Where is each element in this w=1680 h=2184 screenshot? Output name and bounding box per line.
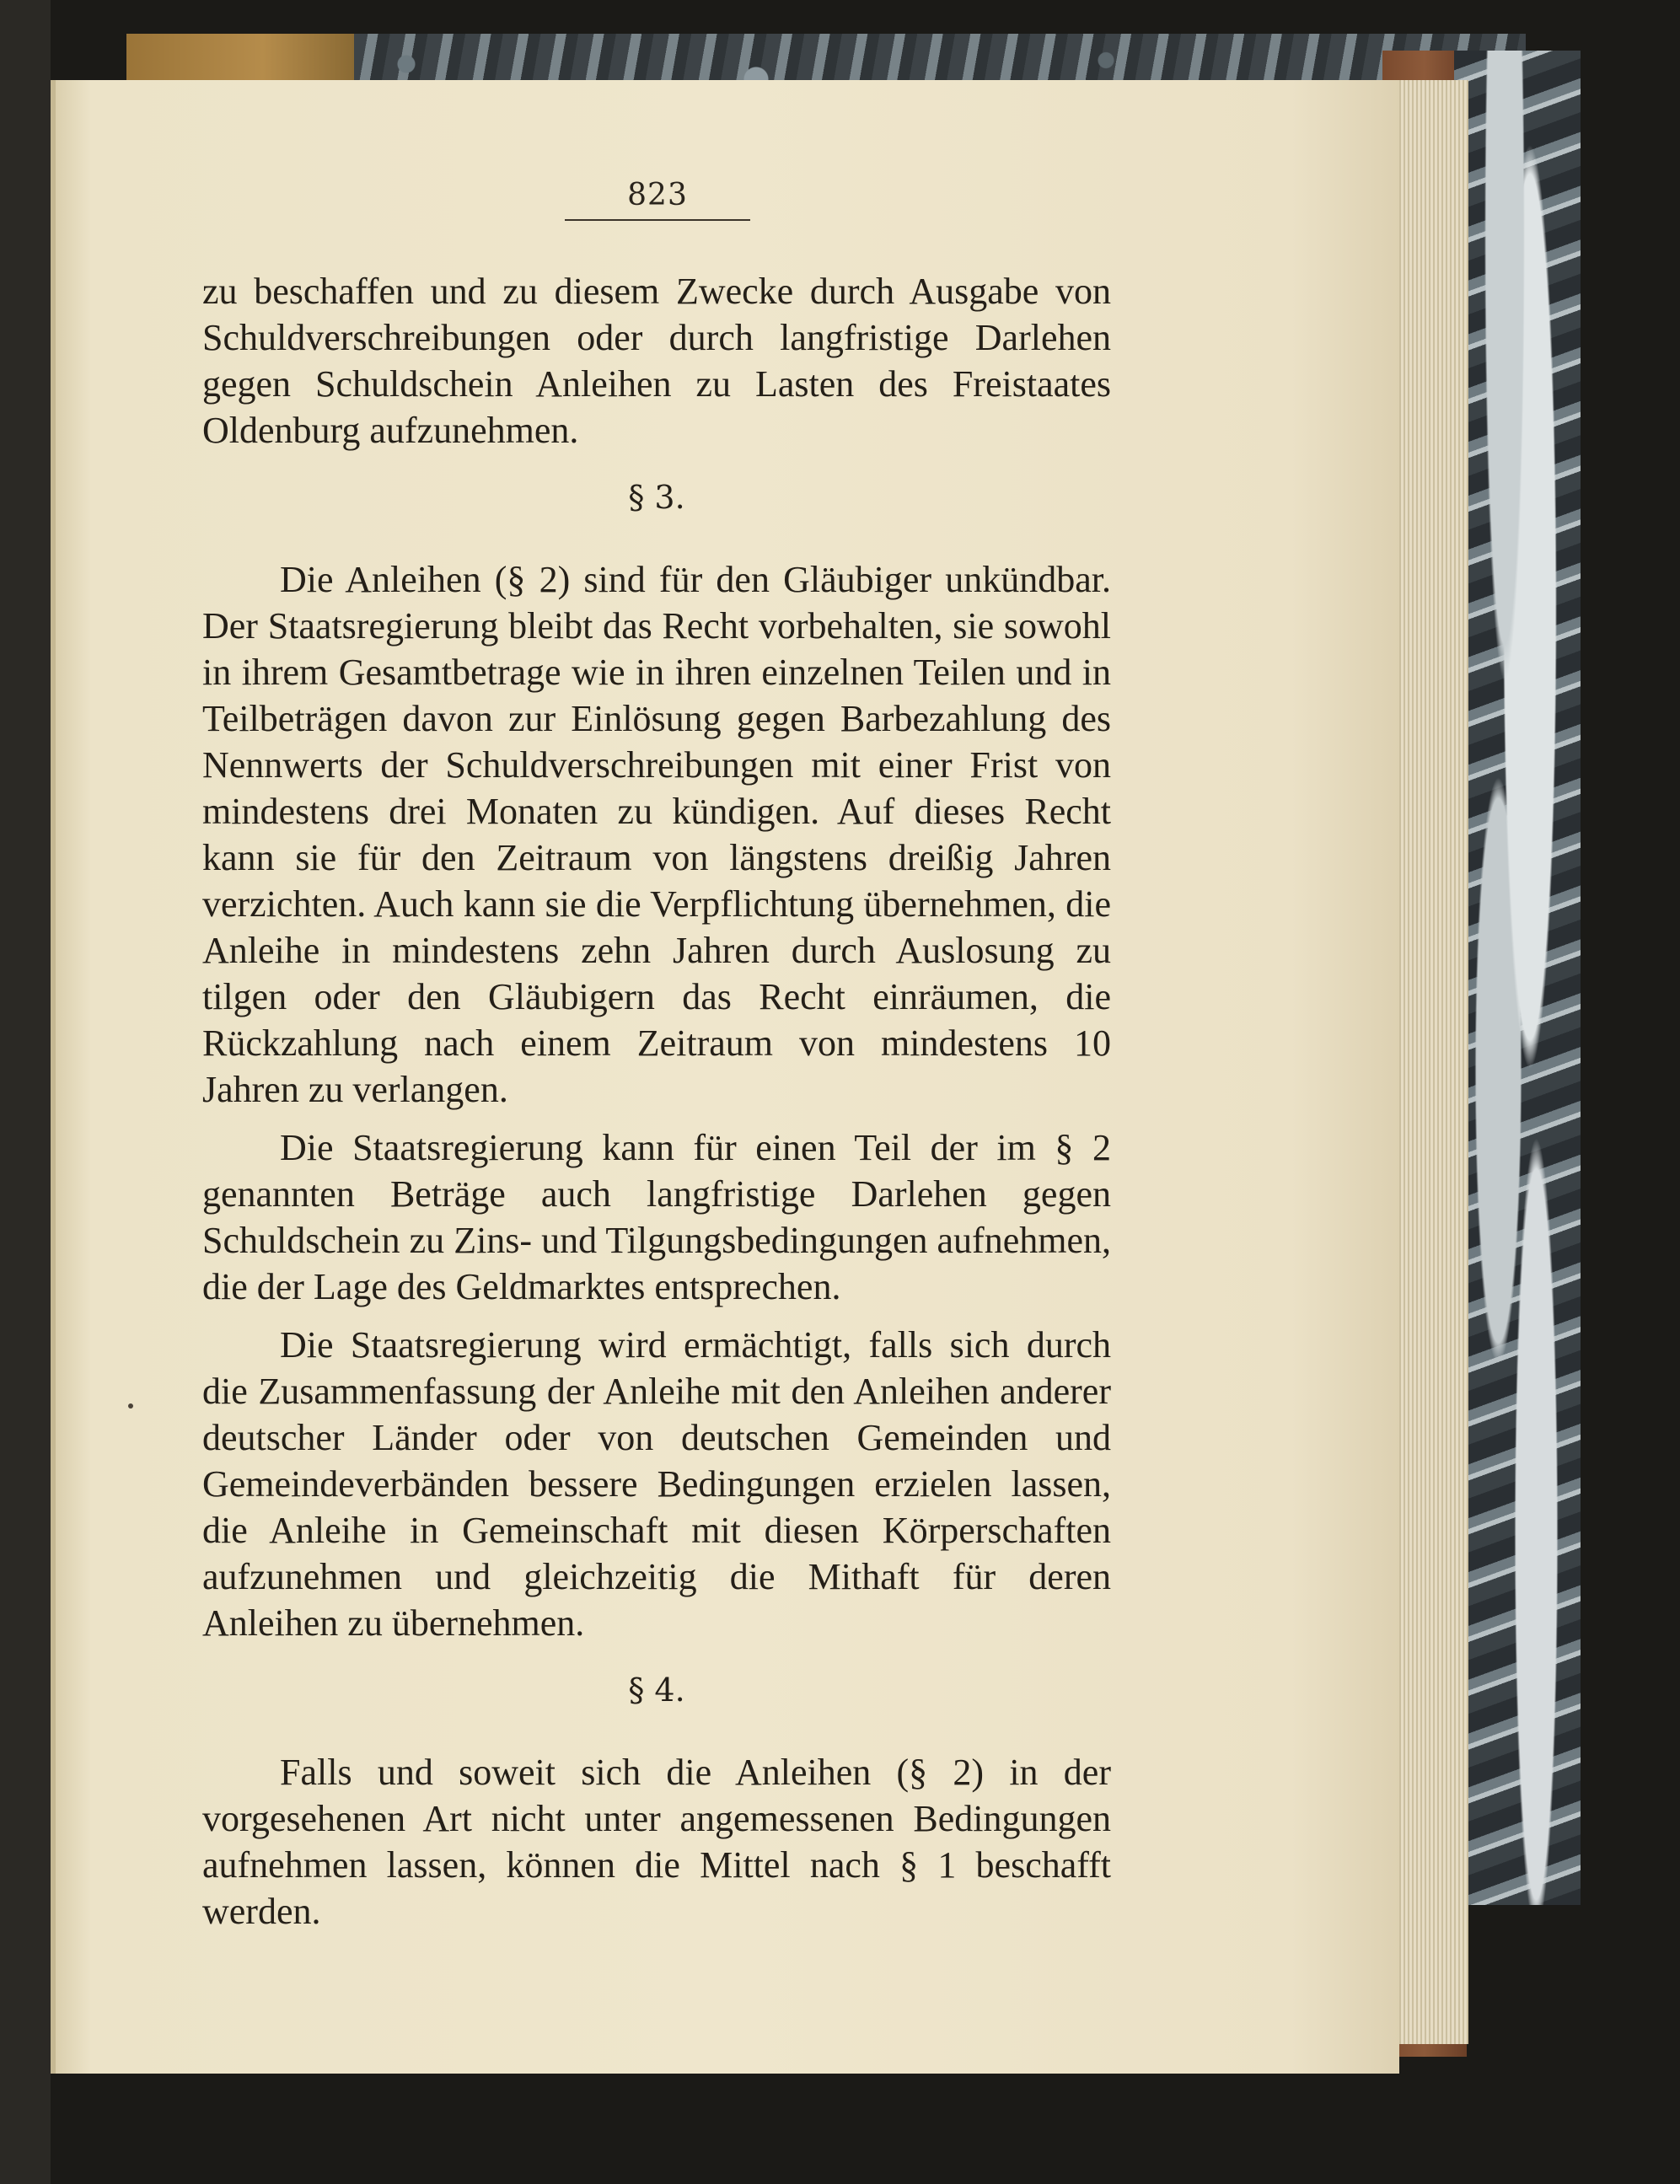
section-3-paragraph-3: Die Staatsregierung wird ermächtigt, falls sich durch die Zusammenfassung der Anleihe mit den Anleihen anderer deutscher Länder oder von deutschen Gemeinden und Gemeindeverbänden bessere Bedingungen erzielen lassen, die Anleihe in Gemeinschaft mit diesen Körperschaften aufzunehmen und gleichzeitig die Mithaft für deren Anleihen zu übernehmen. — [202, 1324, 1111, 1644]
section-3-paragraph-2: Die Staatsregierung kann für einen Teil der im § 2 genannten Beträge auch langfristige Darlehen gegen Schuldschein zu Zins- und Tilgungsbedingungen aufnehmen, die der Lage des Geldmarktes entsprechen. — [202, 1127, 1111, 1307]
stray-ink-mark — [128, 1403, 133, 1409]
section-3-paragraph-1: Die Anleihen (§ 2) sind für den Gläubiger unkündbar. Der Staatsregierung bleibt das Recht vorbehalten, sie sowohl in ihrem Gesamtbetrage wie in ihren einzelnen Teilen und in Teilbeträgen davon zur Einlösung gegen Barbezahlung des Nennwerts der Schuldverschreibungen mit einer Frist von mindestens drei Monaten zu kündigen. Auf dieses Recht kann sie für den Zeitraum von längstens dreißig Jahren verzichten. Auch kann sie die Verpflichtung übernehmen, die Anleihe in mindestens zehn Jahren durch Auslosung zu tilgen oder den Gläubigern das Recht einräumen, die Rückzahlung nach einem Zeitraum von mindestens 10 Jahren zu verlangen. — [202, 559, 1111, 1110]
page-gutter — [51, 80, 56, 2074]
body-text — [202, 268, 1111, 1934]
paragraph-continuation: zu beschaffen und zu diesem Zwecke durch Ausgabe von Schuldverschreibungen oder durch langfristige Darlehen gegen Schuldschein Anleihen zu Lasten des Freistaates Oldenburg aufzunehmen. — [202, 271, 1111, 451]
section-4-paragraph-1: Falls und soweit sich die Anleihen (§ 2) in der vorgesehenen Art nicht unter angemessenen Bedingungen aufnehmen lassen, können die Mittel nach § 1 beschafft werden. — [202, 1752, 1111, 1932]
header-rule — [565, 219, 750, 221]
section-4-heading: § 4. — [628, 1672, 685, 1709]
section-3-heading: § 3. — [628, 479, 685, 516]
page-header — [565, 177, 750, 221]
marbled-cover-right — [1454, 51, 1581, 1905]
page-number: 823 — [627, 178, 688, 212]
scan-background — [0, 0, 51, 2184]
